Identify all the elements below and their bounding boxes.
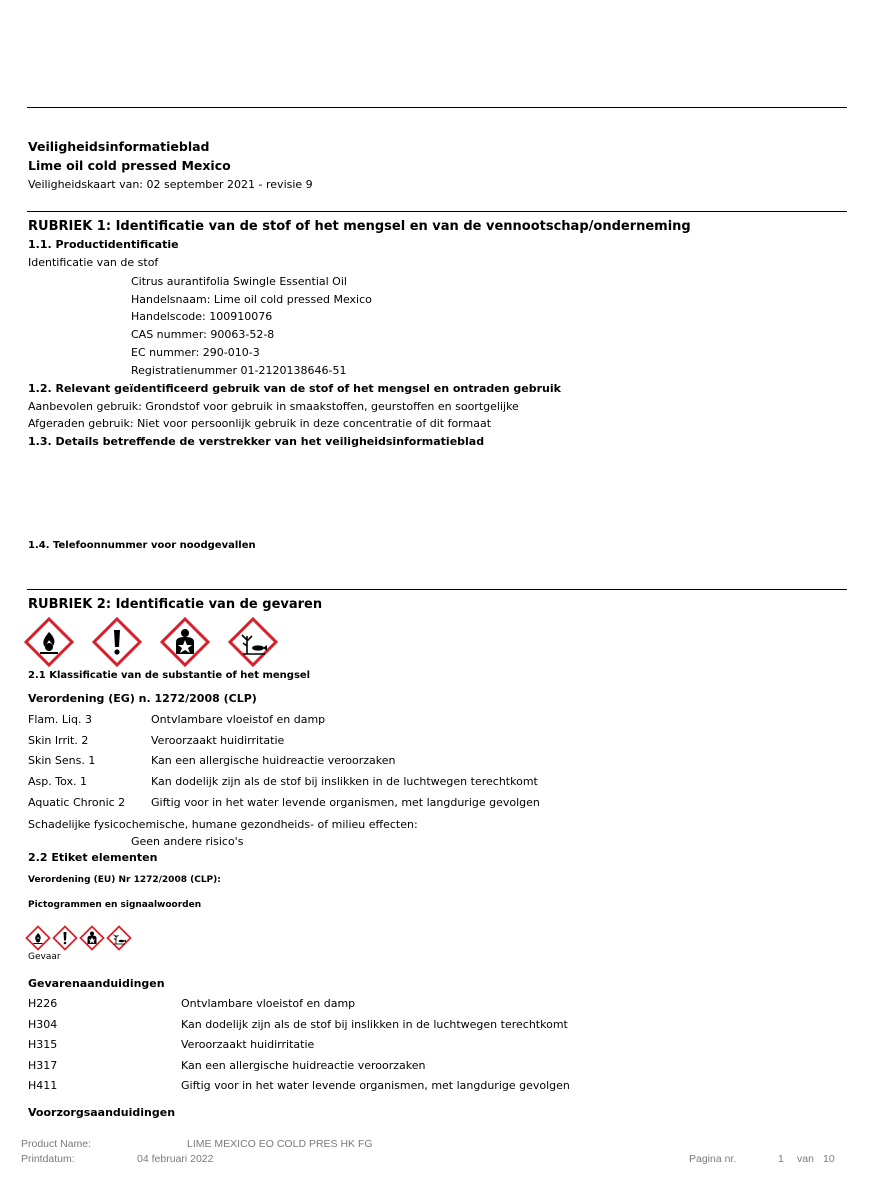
hazard-code: H315 xyxy=(28,1038,58,1051)
classification-code: Skin Sens. 1 xyxy=(28,754,96,767)
footer-product-name-value: LIME MEXICO EO COLD PRES HK FG xyxy=(187,1138,373,1150)
hazard-heading: Gevarenaanduidingen xyxy=(28,977,165,990)
classification-text: Veroorzaakt huidirritatie xyxy=(151,734,285,747)
regulation-clp: Verordening (EG) n. 1272/2008 (CLP) xyxy=(28,692,257,705)
exclamation-icon xyxy=(94,619,140,665)
identification-label: Identificatie van de stof xyxy=(28,256,159,269)
identification-line: Registratienummer 01-2120138646-51 xyxy=(131,364,347,377)
ghs-pictograms-large xyxy=(24,617,284,667)
environment-icon xyxy=(108,927,131,950)
hazard-text: Ontvlambare vloeistof en damp xyxy=(181,997,356,1010)
exclamation-icon xyxy=(54,927,77,950)
effects-label: Schadelijke fysicochemische, humane gezondheids- of milieu effecten: xyxy=(28,818,418,831)
section1-1-heading: 1.1. Productidentificatie xyxy=(28,238,179,251)
section2-divider xyxy=(27,589,847,590)
hazard-code: H226 xyxy=(28,997,58,1010)
section2-heading: RUBRIEK 2: Identificatie van de gevaren xyxy=(28,597,323,612)
hazard-code: H317 xyxy=(28,1059,58,1072)
recommended-use: Aanbevolen gebruik: Grondstof voor gebruik in smaakstoffen, geurstoffen en soortgelijke xyxy=(28,400,519,413)
flame-icon xyxy=(27,927,50,950)
regulation-eu: Verordening (EU) Nr 1272/2008 (CLP): xyxy=(28,875,221,885)
footer-page-of: van xyxy=(797,1153,814,1165)
revision-line: Veiligheidskaart van: 02 september 2021 - revisie 9 xyxy=(28,178,313,191)
footer-product-name-label: Product Name: xyxy=(21,1138,92,1150)
identification-line: EC nummer: 290-010-3 xyxy=(131,346,260,359)
health-hazard-icon xyxy=(162,619,208,665)
top-divider xyxy=(27,107,847,108)
classification-text: Ontvlambare vloeistof en damp xyxy=(151,713,326,726)
precaution-heading: Voorzorgsaanduidingen xyxy=(28,1106,176,1119)
identification-line: CAS nummer: 90063-52-8 xyxy=(131,328,275,341)
footer-print-date-label: Printdatum: xyxy=(21,1153,75,1165)
hazard-text: Veroorzaakt huidirritatie xyxy=(181,1038,315,1051)
ghs-pictograms-small xyxy=(25,925,131,951)
hazard-text: Kan dodelijk zijn als de stof bij inslikken in de luchtwegen terechtkomt xyxy=(181,1018,568,1031)
classification-code: Flam. Liq. 3 xyxy=(28,713,92,726)
hazard-code: H304 xyxy=(28,1018,58,1031)
effects-value: Geen andere risico's xyxy=(131,835,244,848)
classification-text: Kan een allergische huidreactie veroorzaken xyxy=(151,754,396,767)
section1-3-heading: 1.3. Details betreffende de verstrekker van het veiligheidsinformatieblad xyxy=(28,435,485,448)
identification-line: Handelscode: 100910076 xyxy=(131,310,273,323)
health-hazard-icon xyxy=(81,927,104,950)
classification-text: Giftig voor in het water levende organismen, met langdurige gevolgen xyxy=(151,796,540,809)
hazard-code: H411 xyxy=(28,1079,58,1092)
classification-text: Kan dodelijk zijn als de stof bij inslikken in de luchtwegen terechtkomt xyxy=(151,775,538,788)
footer-page-label: Pagina nr. xyxy=(689,1153,737,1165)
section1-4-heading: 1.4. Telefoonnummer voor noodgevallen xyxy=(28,540,256,551)
signal-word: Gevaar xyxy=(28,952,61,962)
section2-1-heading: 2.1 Klassificatie van de substantie of het mengsel xyxy=(28,670,311,681)
identification-line: Citrus aurantifolia Swingle Essential Oil xyxy=(131,275,347,288)
pictograms-label: Pictogrammen en signaalwoorden xyxy=(28,900,202,910)
section1-2-heading: 1.2. Relevant geïdentificeerd gebruik van de stof of het mengsel en ontraden gebruik xyxy=(28,382,561,395)
product-title: Lime oil cold pressed Mexico xyxy=(28,158,231,173)
environment-icon xyxy=(230,619,276,665)
footer-page-current: 1 xyxy=(778,1153,784,1165)
advised-against-use: Afgeraden gebruik: Niet voor persoonlijk gebruik in deze concentratie of dit formaat xyxy=(28,417,492,430)
document-title: Veiligheidsinformatieblad xyxy=(28,139,210,154)
classification-code: Asp. Tox. 1 xyxy=(28,775,87,788)
footer-page-total: 10 xyxy=(823,1153,835,1165)
classification-code: Aquatic Chronic 2 xyxy=(28,796,126,809)
identification-line: Handelsnaam: Lime oil cold pressed Mexico xyxy=(131,293,372,306)
hazard-text: Kan een allergische huidreactie veroorzaken xyxy=(181,1059,426,1072)
section2-2-heading: 2.2 Etiket elementen xyxy=(28,851,158,864)
footer-print-date-value: 04 februari 2022 xyxy=(137,1153,214,1165)
section1-divider xyxy=(27,211,847,212)
hazard-text: Giftig voor in het water levende organismen, met langdurige gevolgen xyxy=(181,1079,570,1092)
section1-heading: RUBRIEK 1: Identificatie van de stof of het mengsel en van de vennootschap/onderneming xyxy=(28,219,691,234)
classification-code: Skin Irrit. 2 xyxy=(28,734,89,747)
flame-icon xyxy=(26,619,72,665)
